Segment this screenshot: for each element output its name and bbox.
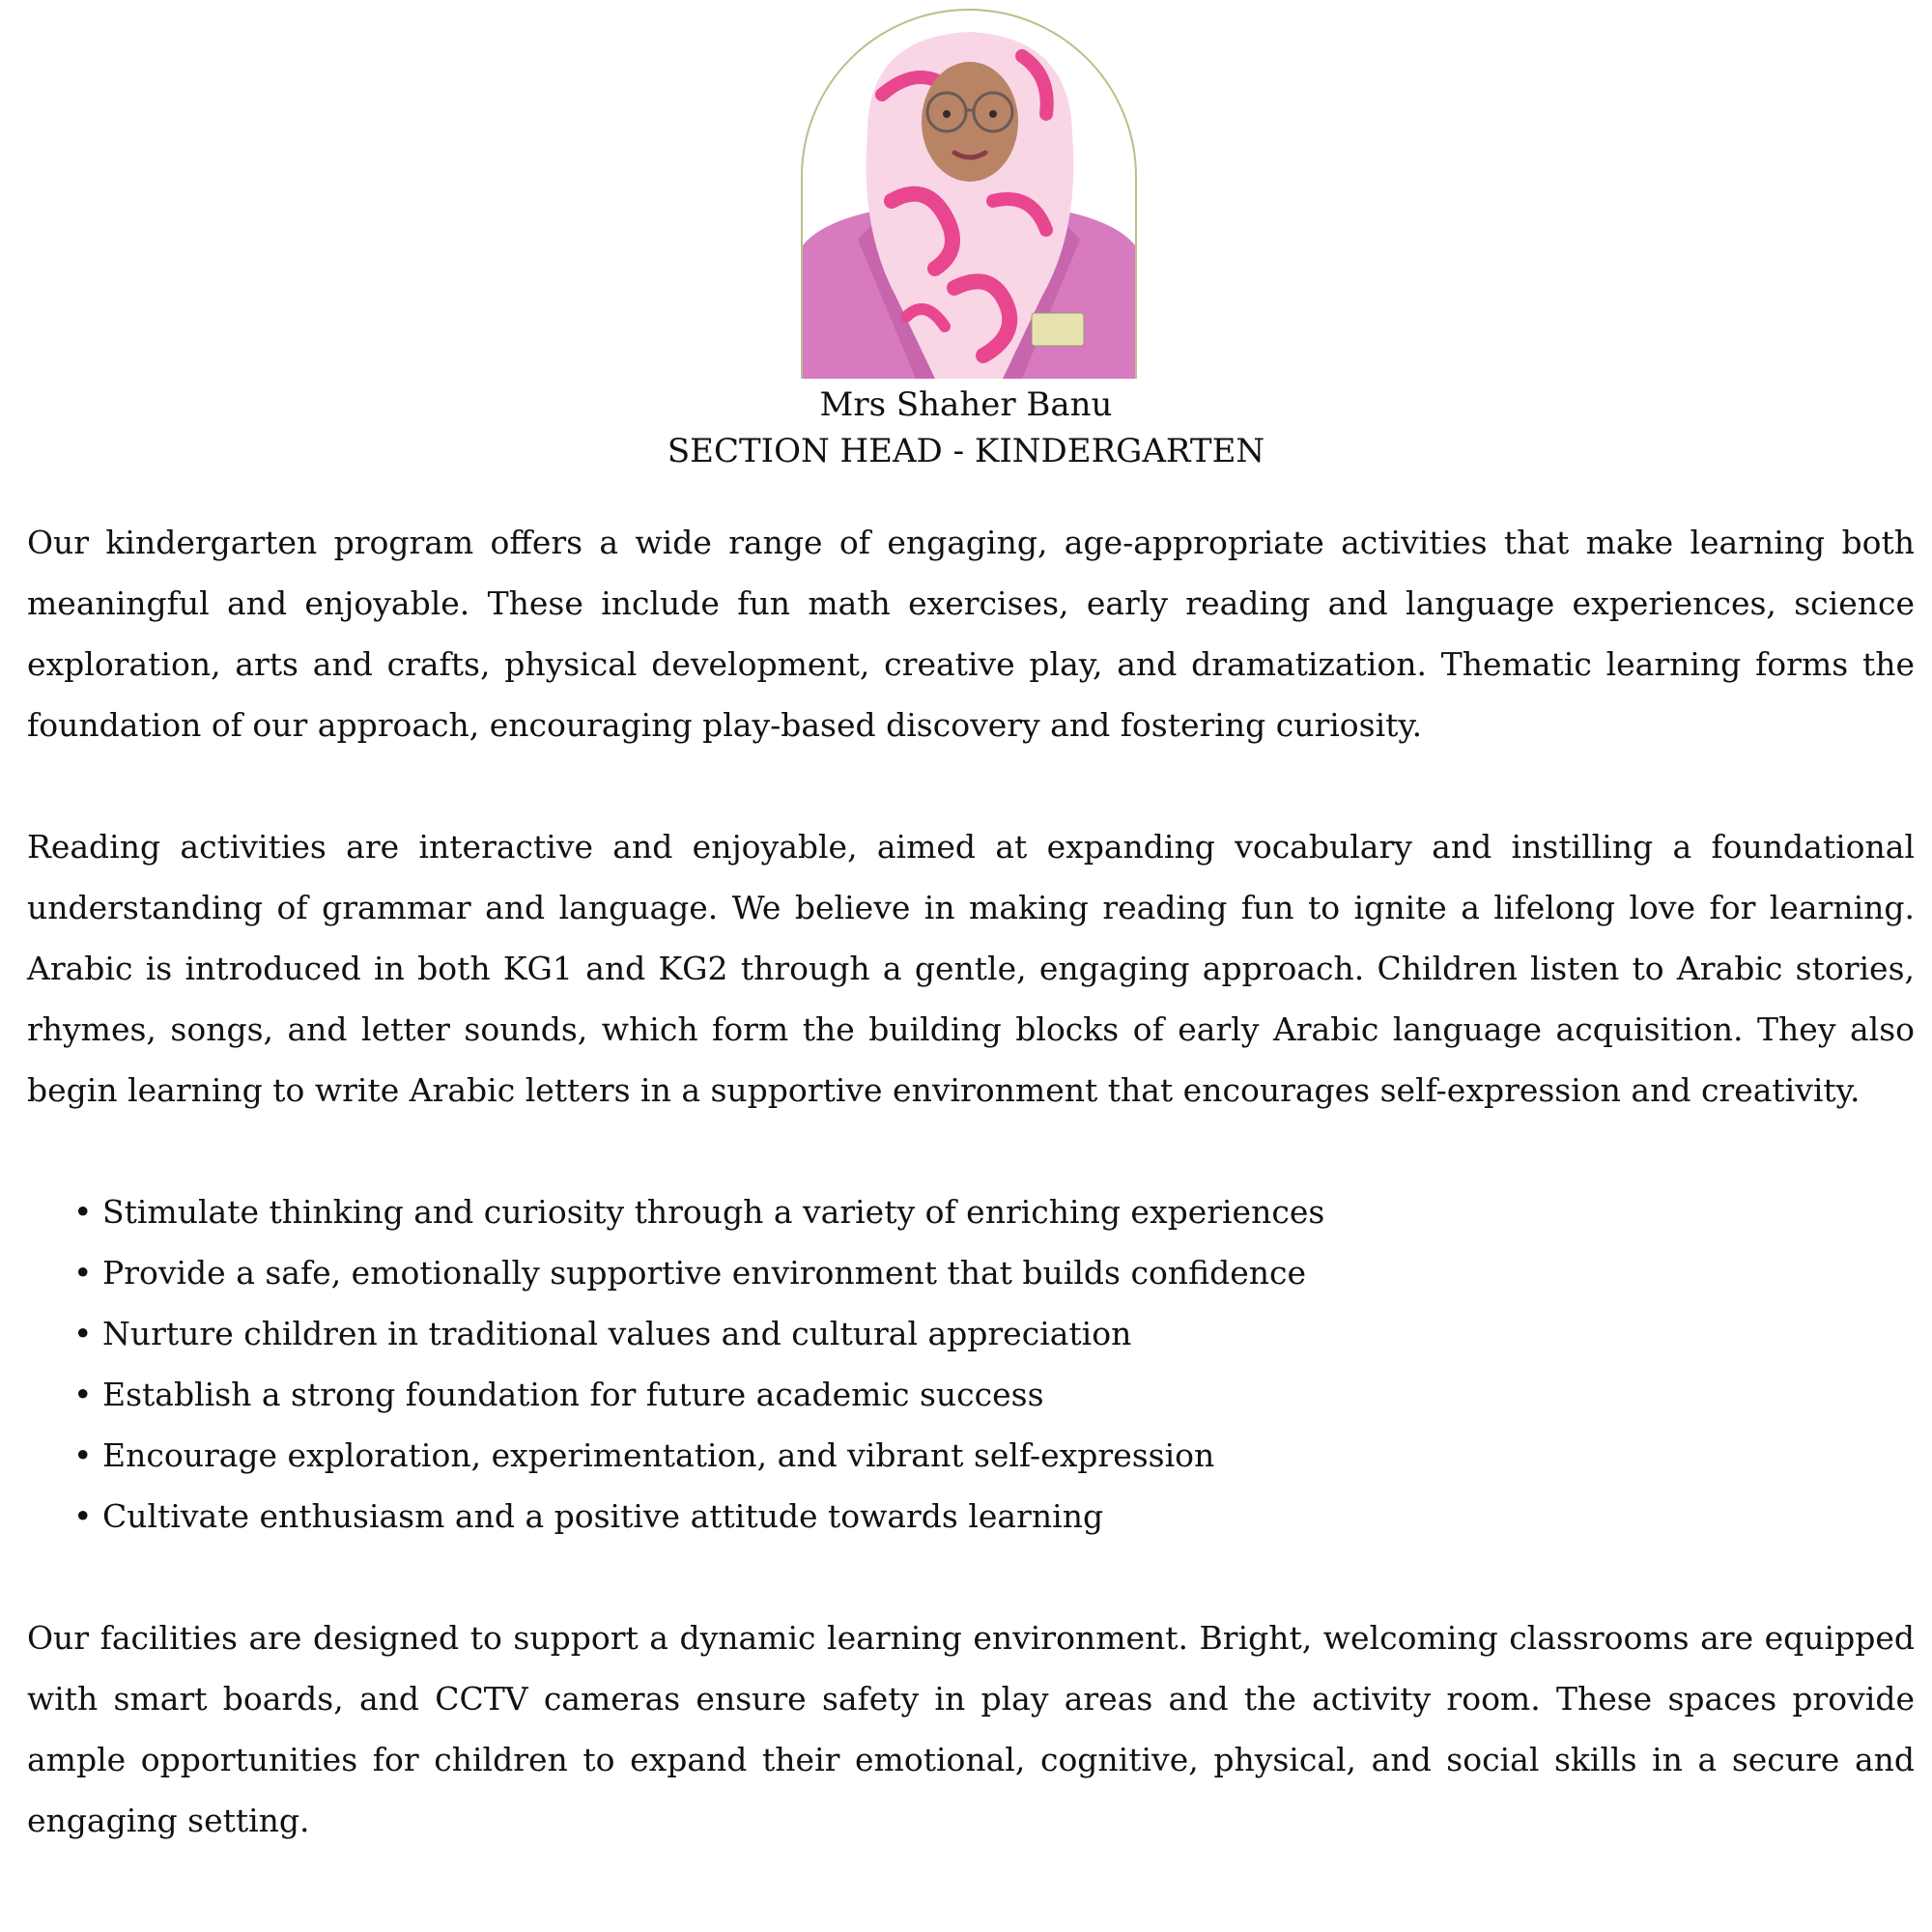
bullet-icon: • [73,1436,93,1474]
intro-paragraph: Our kindergarten program offers a wide range of engaging, age-appropriate activities that make learning both meaningful and enjoyable. These include fun math exercises, early reading and language experiences, science exploration, arts and crafts, physical development, creative play, and dramatization. Thematic learning forms the foundation of our approach, encouraging play-based discovery and fostering curiosity. [27,524,1915,744]
list-item-text: Provide a safe, emotionally supportive environment that builds confidence [102,1254,1306,1292]
main-content [27,512,1915,1912]
list-item [73,1181,1915,1242]
list-item-text: Establish a strong foundation for future academic success [102,1376,1044,1413]
person-title: SECTION HEAD - KINDERGARTEN [667,432,1265,470]
goals-list [27,1181,1915,1547]
list-item [73,1303,1915,1364]
facilities-paragraph: Our facilities are designed to support a dynamic learning environment. Bright, welcoming classrooms are equipped with smart boards, and CCTV cameras ensure safety in play areas and the activity room. These spaces provide ample opportunities for children to expand their emotional, cognitive, physical, and social skills in a secure and engaging setting. [27,1619,1915,1839]
reading-paragraph: Reading activities are interactive and enjoyable, aimed at expanding vocabulary and instilling a foundational understanding of grammar and language. We believe in making reading fun to ignite a lifelong love for learning. Arabic is introduced in both KG1 and KG2 through a gentle, engaging approach. Children listen to Arabic stories, rhymes, songs, and letter sounds, which form the building blocks of early Arabic language acquisition. They also begin learning to write Arabic letters in a supportive environment that encourages self-expression and creativity. [27,828,1915,1109]
bullet-icon: • [73,1497,93,1535]
bullet-icon: • [73,1315,93,1352]
list-item [73,1242,1915,1303]
person-name: Mrs Shaher Banu [819,385,1113,424]
list-item-text: Cultivate enthusiasm and a positive attitude towards learning [102,1497,1104,1535]
list-item [73,1425,1915,1486]
list-item-text: Encourage exploration, experimentation, and vibrant self-expression [102,1436,1215,1474]
bullet-icon: • [73,1376,93,1413]
bullet-icon: • [73,1193,93,1231]
list-item [73,1364,1915,1425]
portrait-photo [800,8,1138,379]
list-item-text: Nurture children in traditional values and cultural appreciation [102,1315,1132,1352]
list-item [73,1486,1915,1547]
bullet-icon: • [73,1254,93,1292]
list-item-text: Stimulate thinking and curiosity through a variety of enriching experiences [102,1193,1325,1231]
